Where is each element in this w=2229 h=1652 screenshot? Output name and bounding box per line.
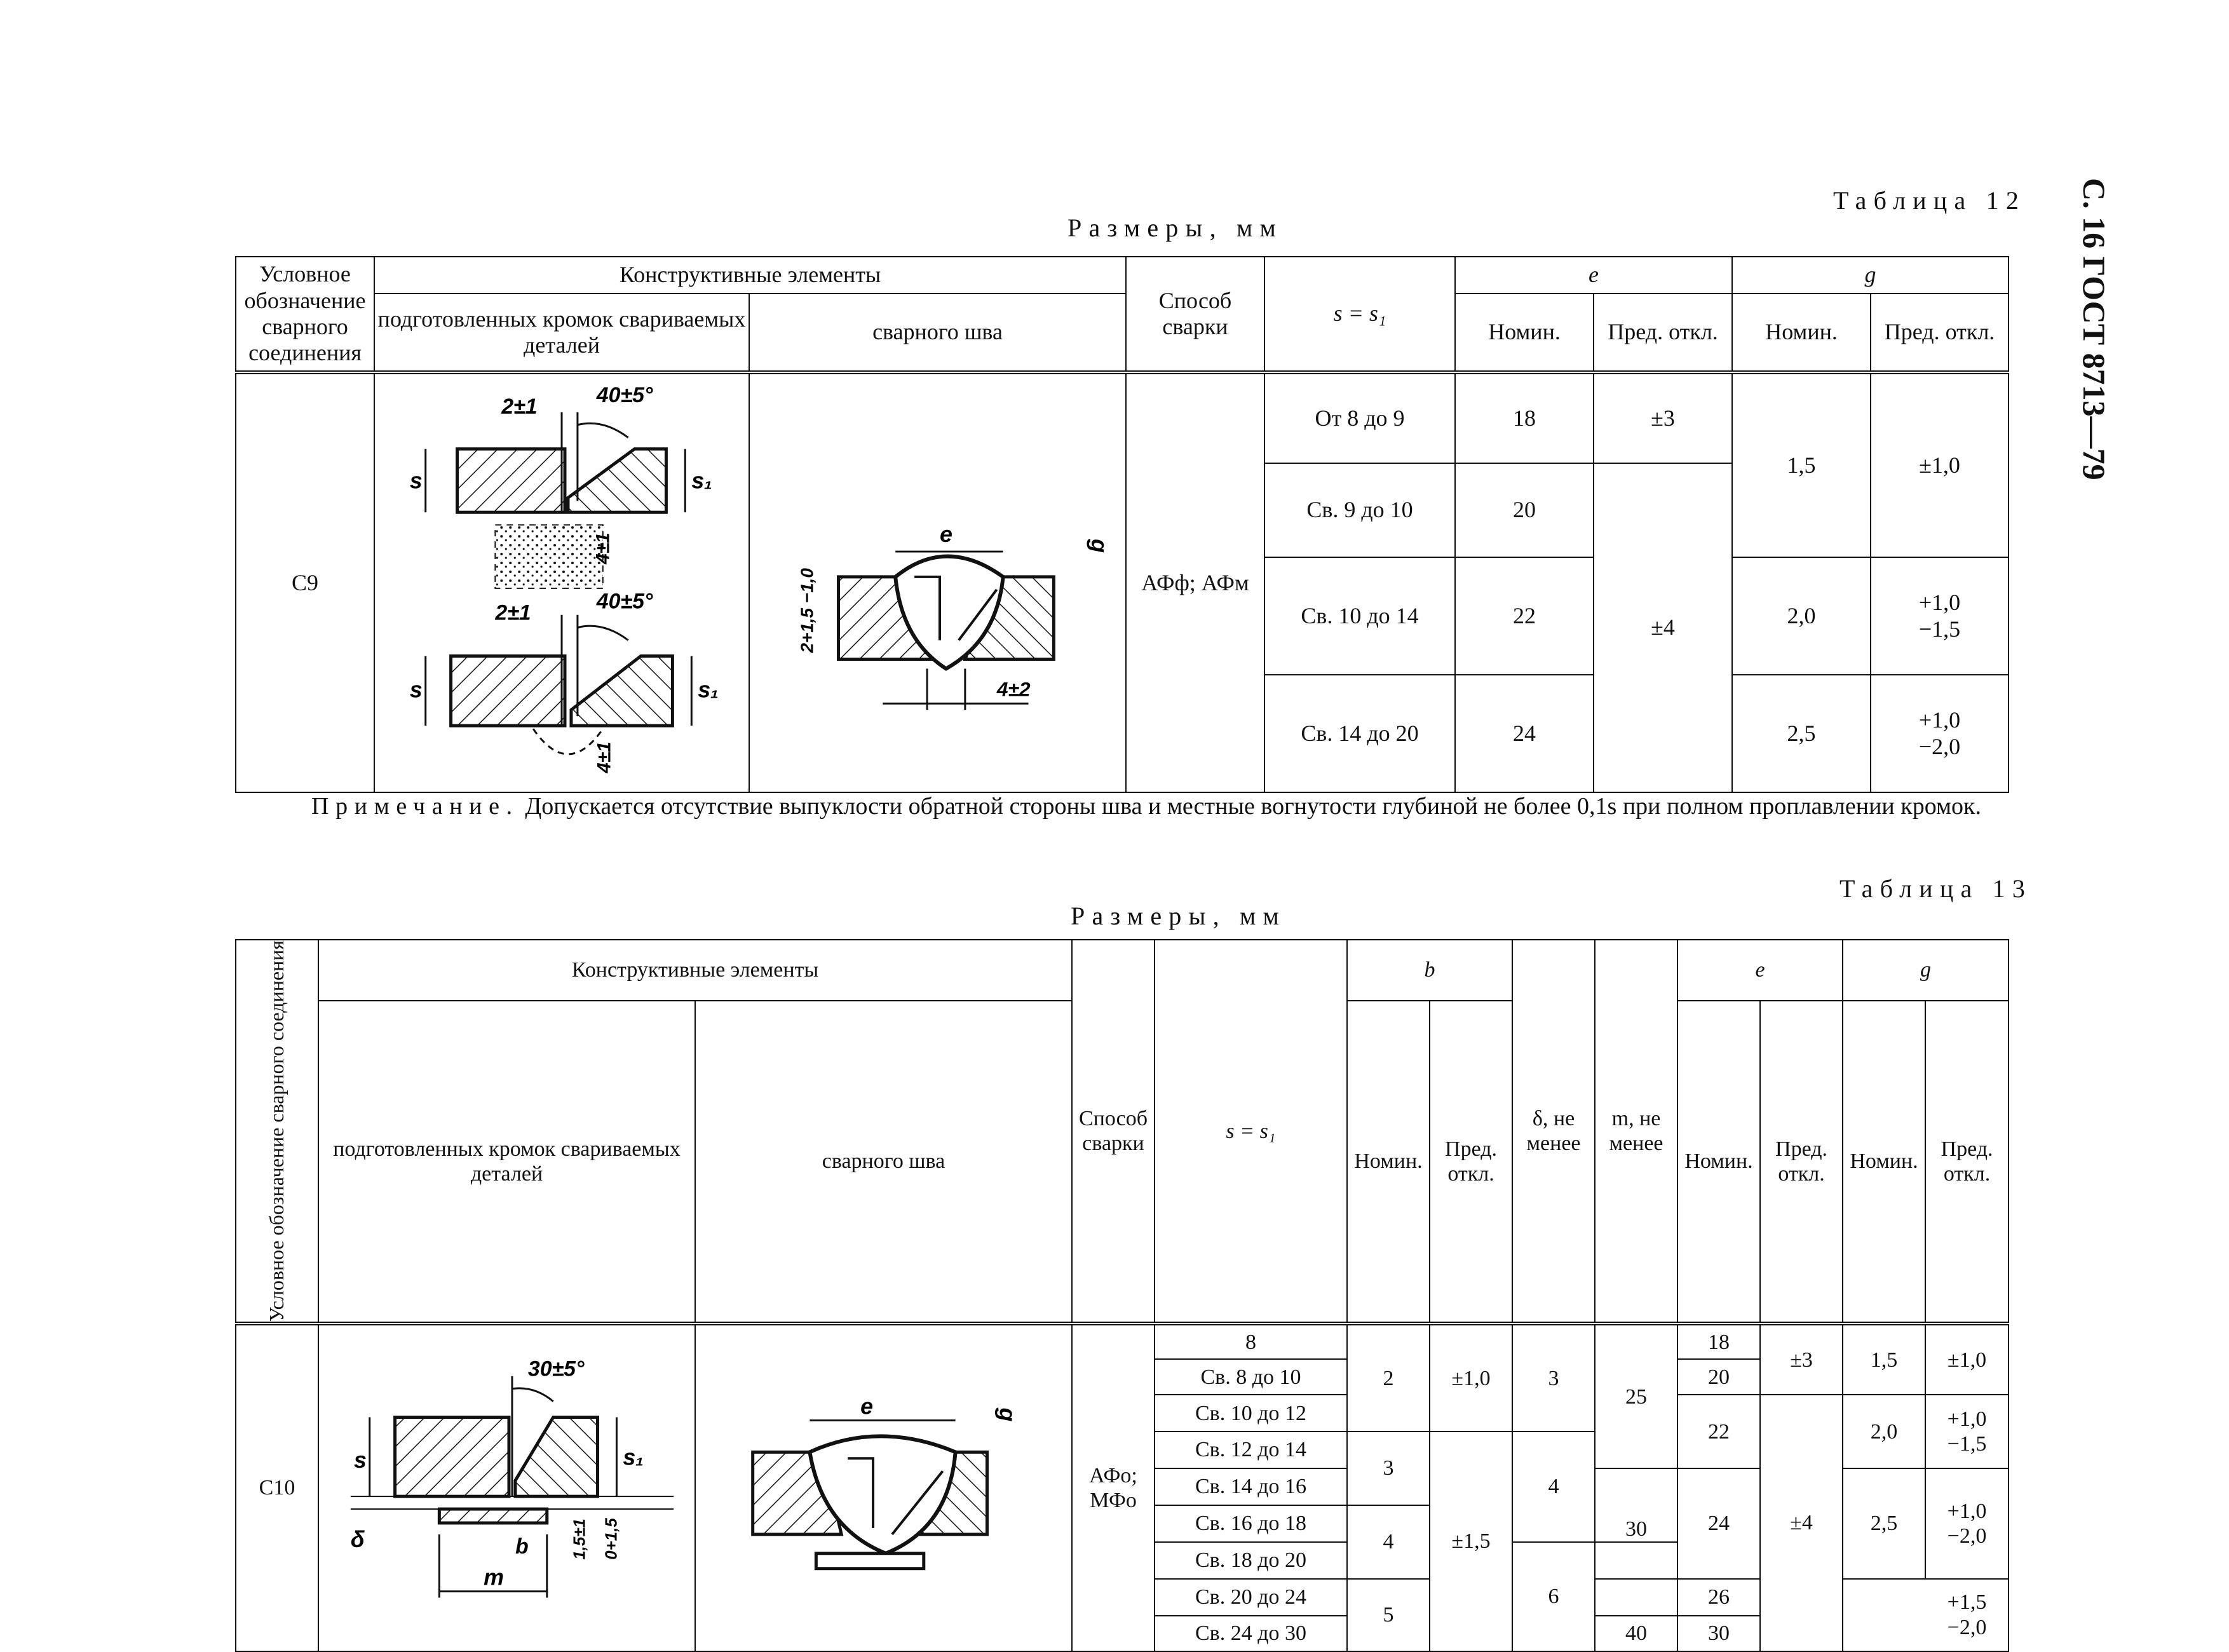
header-s: s = s₁ — [1264, 257, 1455, 372]
t13-g-tol-2: +1,0 −1,5 — [1925, 1395, 2009, 1468]
s-row-4: Св. 14 до 20 — [1264, 675, 1455, 792]
g-nom-row-4: 2,5 — [1732, 675, 1871, 792]
t13-header-delta: δ, не менее — [1512, 940, 1595, 1324]
t13-header-g: g — [1843, 940, 2009, 1001]
c9-depth-label: 4±1 — [592, 532, 614, 564]
c9-s1-label-lower: s₁ — [698, 677, 719, 703]
t13-header-b-tol: Пред. откл. — [1430, 1001, 1512, 1324]
t13-header-g-tol: Пред. откл. — [1925, 1001, 2009, 1324]
t13-header-method: Способ сварки — [1072, 940, 1155, 1324]
header-method: Способ сварки — [1126, 257, 1264, 372]
header-prepared-edges: подготовленных кромок свариваемых деталей — [374, 294, 749, 372]
c9-gap-label: 2±1 — [501, 394, 538, 419]
c10-m-label: m — [484, 1564, 505, 1590]
t13-s-1: 8 — [1155, 1324, 1347, 1359]
table13 — [235, 939, 2009, 1652]
c10-e-label: e — [860, 1393, 874, 1419]
t13-header-elements: Конструктивные элементы — [318, 940, 1072, 1001]
t13-m-3: 40 — [1595, 1616, 1677, 1651]
c9-s-label-lower: s — [409, 677, 423, 703]
e-tol-row-1: ±3 — [1594, 372, 1732, 463]
header-g: g — [1732, 257, 2009, 294]
c10-weld-drawing — [696, 1325, 1071, 1644]
header-designation: Условное обозначение сварного соединения — [236, 257, 374, 372]
drawing-c10-weld — [695, 1324, 1072, 1651]
g-tol-row-4: +1,0 −2,0 — [1871, 675, 2009, 792]
c10-s-label: s — [353, 1447, 367, 1473]
t13-g-tol-1: ±1,0 — [1925, 1324, 2009, 1395]
c9-depth-label-lower: 4±1 — [593, 741, 615, 773]
c10-s1-label: s₁ — [623, 1444, 644, 1470]
t13-s-6: Св. 16 до 18 — [1155, 1505, 1347, 1542]
g-tol-group-1: ±1,0 — [1871, 372, 2009, 557]
c9-edges-drawing — [375, 374, 749, 786]
g-tol-row-3: +1,0 −1,5 — [1871, 557, 2009, 675]
header-g-nom: Номин. — [1732, 294, 1871, 372]
t13-header-e-nom: Номин. — [1677, 1001, 1760, 1324]
e-nom-row-3: 22 — [1455, 557, 1594, 675]
e-nom-row-4: 24 — [1455, 675, 1594, 792]
t13-m-2b — [1595, 1542, 1677, 1579]
method-c9: АФф; АФм — [1126, 372, 1264, 792]
table13-units: Размеры, мм — [1071, 902, 1287, 930]
t13-header-b: b — [1347, 940, 1512, 1001]
note-label: Примечание. — [311, 793, 519, 820]
t13-b-nom-2: 3 — [1347, 1432, 1430, 1505]
s-row-2: Св. 9 до 10 — [1264, 463, 1455, 557]
c9-gap-label-lower: 2±1 — [495, 600, 531, 625]
t13-e-nom-3: 22 — [1677, 1395, 1760, 1468]
c9-angle-label: 40±5° — [596, 383, 653, 407]
t13-g-nom-1: 1,5 — [1843, 1324, 1925, 1395]
t13-g-tol-3: +1,0 −2,0 — [1925, 1468, 2009, 1579]
table13-caption: Таблица 13 — [1839, 874, 2033, 903]
e-nom-row-1: 18 — [1455, 372, 1594, 463]
c10-tol2-label: 0+1,5 — [602, 1518, 621, 1560]
method-c10: АФо; МФо — [1072, 1324, 1155, 1651]
t13-s-8: Св. 20 до 24 — [1155, 1579, 1347, 1616]
drawing-c10-edges — [318, 1324, 695, 1651]
t13-g-nom-3: 2,5 — [1843, 1468, 1925, 1579]
t13-e-nom-6: 30 — [1677, 1616, 1760, 1651]
header-elements: Конструктивные элементы — [374, 257, 1126, 294]
t13-header-m: m, не менее — [1595, 940, 1677, 1324]
c9-h-label: 2+1,5 −1,0 — [797, 568, 817, 653]
c9-g-label: g — [1087, 539, 1113, 553]
t13-m-1: 25 — [1595, 1324, 1677, 1468]
g-nom-row-3: 2,0 — [1732, 557, 1871, 675]
t13-header-e-tol: Пред. откл. — [1760, 1001, 1843, 1324]
t13-b-tol-1: ±1,0 — [1430, 1324, 1512, 1432]
g-nom-group-1: 1,5 — [1732, 372, 1871, 557]
e-nom-row-2: 20 — [1455, 463, 1594, 557]
c10-tol1-label: 1,5±1 — [571, 1519, 589, 1560]
t13-header-g-nom: Номин. — [1843, 1001, 1925, 1324]
t13-header-designation: Условное обозначение сварного соединения — [236, 940, 318, 1324]
t13-s-9: Св. 24 до 30 — [1155, 1616, 1347, 1651]
designation-c10: С10 — [236, 1324, 318, 1651]
designation-c9: С9 — [236, 372, 374, 792]
c10-edges-drawing — [319, 1325, 694, 1644]
table12-caption: Таблица 12 — [1833, 186, 2026, 215]
t13-g-tol-4: +1,5 −2,0 — [1843, 1579, 2009, 1651]
c10-delta-label: δ — [350, 1526, 365, 1552]
t13-delta-1: 3 — [1512, 1324, 1595, 1432]
t13-s-4: Св. 12 до 14 — [1155, 1432, 1347, 1468]
t13-e-nom-2: 20 — [1677, 1359, 1760, 1395]
t13-s-2: Св. 8 до 10 — [1155, 1359, 1347, 1395]
t13-m-2c — [1595, 1579, 1677, 1616]
t13-s-7: Св. 18 до 20 — [1155, 1542, 1347, 1579]
t13-e-nom-4: 24 — [1677, 1468, 1760, 1579]
t13-s-5: Св. 14 до 16 — [1155, 1468, 1347, 1505]
c9-s1-label: s₁ — [691, 468, 712, 494]
t13-header-s: s = s₁ — [1155, 940, 1347, 1324]
c10-b-label: b — [515, 1534, 529, 1559]
t13-b-nom-4: 5 — [1347, 1579, 1430, 1651]
note-text: Допускается отсутствие выпуклости обратной стороны шва и местные вогнутости глубиной не более 0,1s при полном проплавлении кромок. — [525, 793, 1981, 820]
t13-b-nom-1: 2 — [1347, 1324, 1430, 1432]
c9-e-label: e — [939, 522, 952, 548]
header-weld: сварного шва — [749, 294, 1126, 372]
header-e: e — [1455, 257, 1732, 294]
e-tol-group-2: ±4 — [1594, 463, 1732, 792]
t13-g-nom-2: 2,0 — [1843, 1395, 1925, 1468]
c9-weld-drawing — [750, 374, 1125, 786]
t13-header-prepared-edges: подготовленных кромок свариваемых деталей — [318, 1001, 695, 1324]
drawing-c9-edges — [374, 372, 749, 792]
c10-g-label: g — [994, 1407, 1020, 1422]
t13-delta-3: 6 — [1512, 1542, 1595, 1651]
table12-units: Размеры, мм — [1067, 213, 1284, 242]
drawing-c9-weld — [749, 372, 1126, 792]
t13-header-e: e — [1677, 940, 1843, 1001]
page-side-label: С. 16 ГОСТ 8713—79 — [2077, 178, 2112, 480]
t13-header-weld: сварного шва — [695, 1001, 1072, 1324]
s-row-3: Св. 10 до 14 — [1264, 557, 1455, 675]
c9-w-label: 4±2 — [996, 677, 1031, 701]
c9-s-label: s — [409, 468, 423, 494]
t13-m-2: 30 — [1595, 1468, 1677, 1542]
t13-e-tol-1: ±3 — [1760, 1324, 1843, 1395]
header-g-tol: Пред. откл. — [1871, 294, 2009, 372]
t13-b-tol-2: ±1,5 — [1430, 1432, 1512, 1651]
t13-delta-2: 4 — [1512, 1432, 1595, 1542]
c9-angle-label-lower: 40±5° — [596, 589, 653, 614]
table12 — [235, 256, 2009, 793]
t13-e-tol-2: ±4 — [1760, 1395, 1843, 1651]
t13-b-nom-3: 4 — [1347, 1505, 1430, 1579]
c10-angle-label: 30±5° — [527, 1357, 585, 1381]
table12-note — [235, 791, 2008, 822]
s-row-1: От 8 до 9 — [1264, 372, 1455, 463]
t13-e-nom-5: 26 — [1677, 1579, 1760, 1616]
header-e-nom: Номин. — [1455, 294, 1594, 372]
t13-e-nom-1: 18 — [1677, 1324, 1760, 1359]
header-e-tol: Пред. откл. — [1594, 294, 1732, 372]
t13-header-b-nom: Номин. — [1347, 1001, 1430, 1324]
t13-s-3: Св. 10 до 12 — [1155, 1395, 1347, 1432]
